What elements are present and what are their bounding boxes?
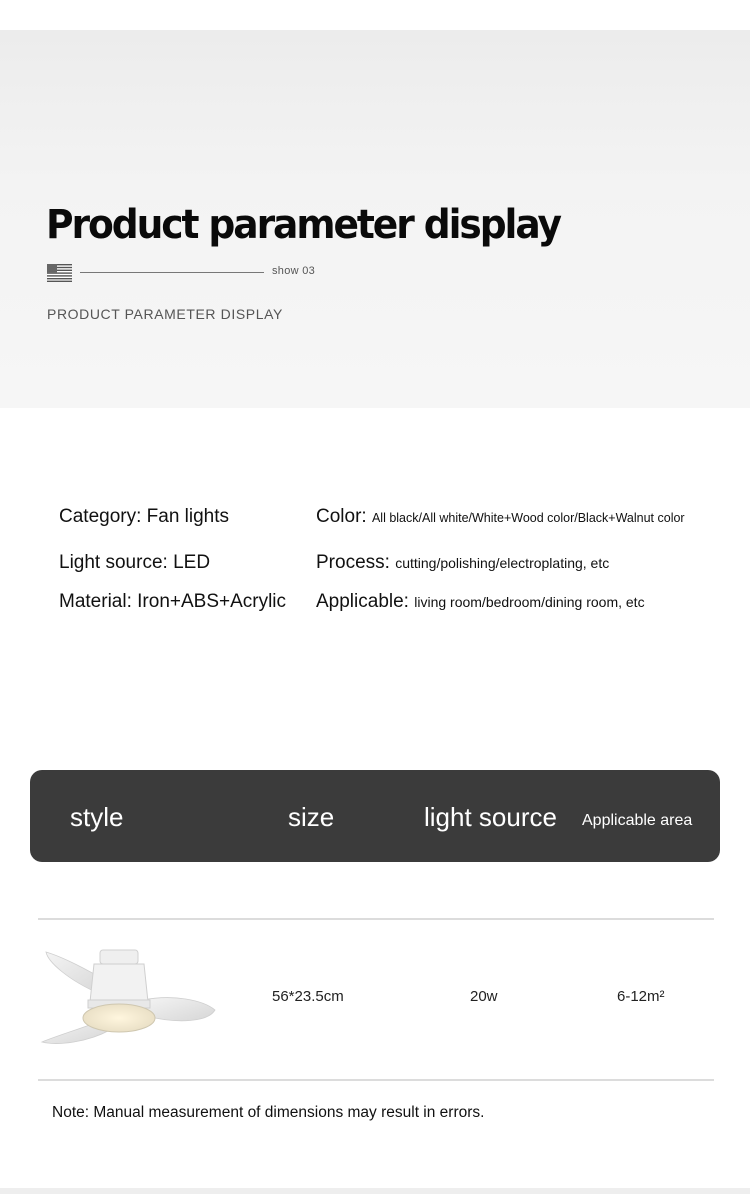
table-header: [30, 770, 720, 862]
us-flag-icon: [47, 264, 72, 282]
spec-process-value: cutting/polishing/electroplating, etc: [395, 555, 610, 571]
spec-process: [316, 552, 609, 574]
header-light-source: light source: [424, 802, 557, 832]
spec-color-label: Color:: [316, 506, 367, 527]
page-subtitle: PRODUCT PARAMETER DISPLAY: [47, 306, 283, 322]
spec-category: [59, 506, 229, 528]
table-top-rule: [38, 918, 714, 920]
show-label: show 03: [272, 265, 316, 277]
row-size: 56*23.5cm: [272, 988, 344, 1005]
bottom-band: [0, 1188, 750, 1194]
spec-light-label: Light source:: [59, 552, 168, 573]
page-title: Product parameter display: [46, 202, 560, 248]
spec-material-value: Iron+ABS+Acrylic: [137, 591, 287, 612]
spec-material: [59, 591, 286, 613]
spec-color-value: All black/All white/White+Wood color/Black+Walnut color: [371, 511, 685, 525]
spec-process-label: Process:: [316, 552, 390, 573]
measurement-note: Note: Manual measurement of dimensions may result in errors.: [52, 1104, 485, 1121]
row-light-source: 20w: [470, 988, 498, 1005]
spec-light-value: LED: [173, 552, 211, 573]
spec-light-source: [59, 552, 210, 574]
divider-line: [80, 272, 264, 273]
spec-applicable-value: living room/bedroom/dining room, etc: [414, 594, 645, 610]
spec-applicable: [316, 591, 645, 613]
spec-color: [316, 506, 685, 528]
spec-category-value: Fan lights: [146, 506, 230, 527]
header-style: style: [70, 802, 124, 832]
spec-material-label: Material:: [59, 591, 132, 612]
spec-category-label: Category:: [59, 506, 142, 527]
spec-applicable-label: Applicable:: [316, 591, 409, 612]
ceiling-fan-image: [38, 942, 218, 1052]
hero-banner: [0, 30, 750, 408]
header-size: size: [288, 802, 335, 832]
header-applicable-area: Applicable area: [582, 812, 693, 829]
table-bottom-rule: [38, 1079, 714, 1081]
row-applicable-area: 6-12m²: [617, 988, 665, 1005]
